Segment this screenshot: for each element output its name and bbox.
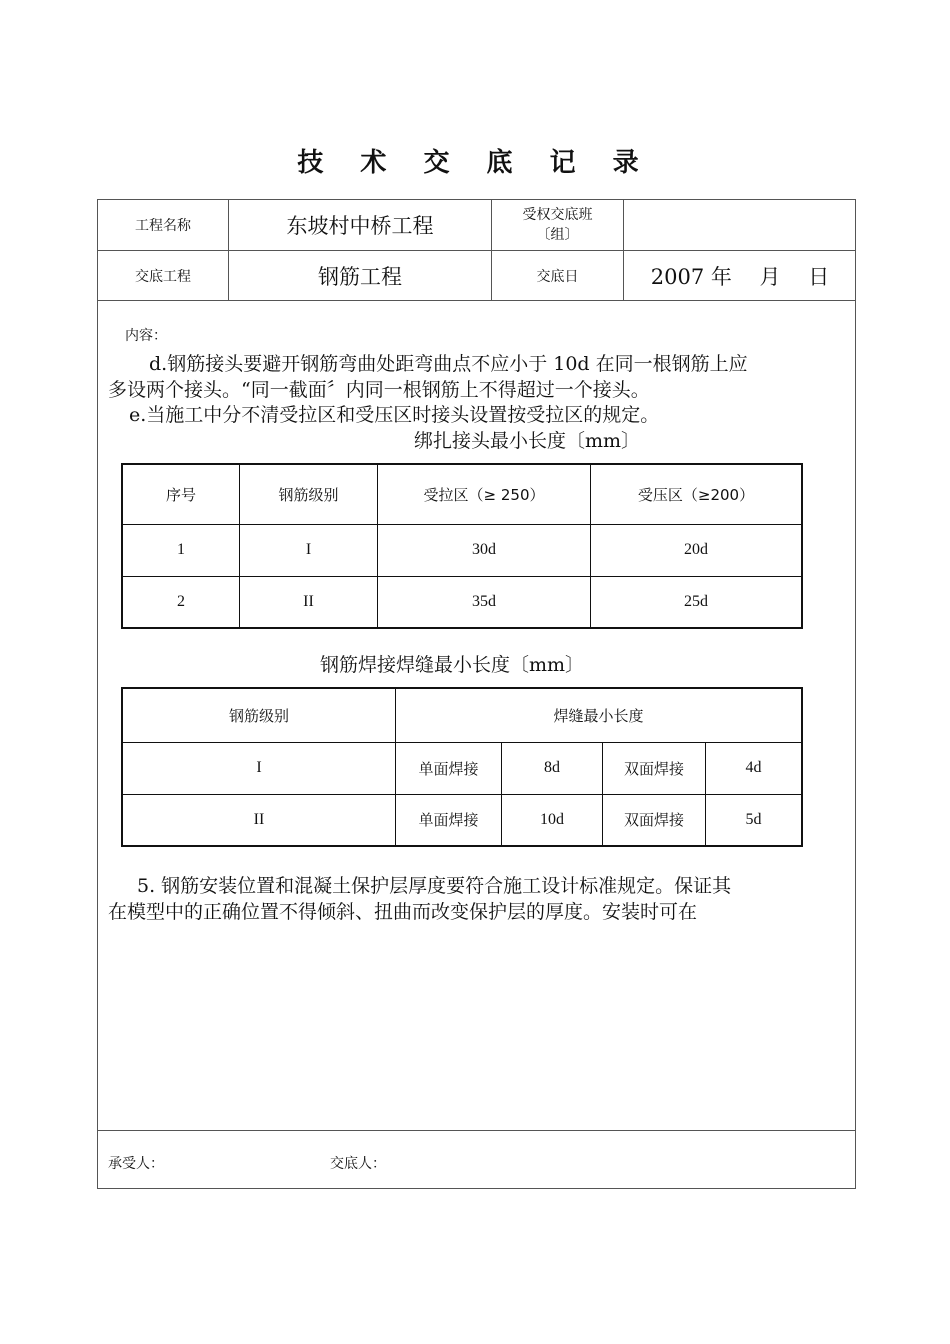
project-name-label: 工程名称 (135, 218, 191, 234)
cell-grade: I (240, 524, 378, 576)
table-header-row (122, 464, 802, 524)
cell-grade: I (122, 742, 396, 794)
project-name-value: 东坡村中桥工程 (286, 214, 434, 238)
cell-double-length: 4d (706, 742, 803, 794)
table-row (122, 576, 802, 628)
table1-caption: 绑扎接头最小长度〔mm〕 (414, 430, 641, 452)
discloser-label: 交底人： (330, 1156, 386, 1172)
weld-length-table (121, 687, 803, 847)
date-value: 2007 年 月 日 (650, 264, 830, 289)
header-tension: 受拉区（≥ 250） (378, 464, 591, 524)
cell-compression: 25d (591, 576, 803, 628)
cell-grade: II (122, 794, 396, 846)
header-grade: 钢筋级别 (240, 464, 378, 524)
footer-divider (98, 1130, 855, 1131)
item-label: 交底工程 (135, 268, 191, 285)
header-grade: 钢筋级别 (122, 688, 396, 742)
row-divider (98, 300, 855, 301)
cell-single-length: 10d (502, 794, 603, 846)
paragraph-e: e.当施工中分不清受拉区和受压区时接头设置按受拉区的规定。 (129, 404, 660, 426)
header-weld-length: 焊缝最小长度 (396, 688, 803, 742)
record-form (97, 199, 856, 1189)
content-label: 内容： (125, 328, 167, 344)
cell-single-weld: 单面焊接 (396, 794, 502, 846)
cell-tension: 35d (378, 576, 591, 628)
item-value: 钢筋工程 (318, 264, 402, 289)
cell-single-weld: 单面焊接 (396, 742, 502, 794)
cell-serial: 2 (122, 576, 240, 628)
team-label-line2: 〔组〕 (536, 227, 579, 243)
team-label-line1: 受权交底班 (522, 207, 593, 223)
table-row (122, 524, 802, 576)
table-row (122, 794, 802, 846)
paragraph-5-line1: 5. 钢筋安装位置和混凝土保护层厚度要符合施工设计标准规定。保证其 (137, 875, 732, 897)
team-value (624, 200, 856, 250)
table-row (122, 742, 802, 794)
header-compression: 受压区（≥200） (591, 464, 803, 524)
paragraph-d-line2: 多设两个接头。“同一截面〞内同一根钢筋上不得超过一个接头。 (108, 379, 650, 401)
document-title: 技 术 交 底 记 录 (297, 148, 653, 178)
date-label: 交底日 (536, 268, 579, 285)
header-serial: 序号 (122, 464, 240, 524)
cell-double-weld: 双面焊接 (603, 742, 706, 794)
lap-joint-table (121, 463, 803, 629)
table-header-row (122, 688, 802, 742)
cell-compression: 20d (591, 524, 803, 576)
receiver-label: 承受人： (108, 1156, 164, 1172)
paragraph-5-line2: 在模型中的正确位置不得倾斜、扭曲而改变保护层的厚度。安装时可在 (108, 901, 698, 923)
cell-double-weld: 双面焊接 (603, 794, 706, 846)
cell-double-length: 5d (706, 794, 803, 846)
paragraph-d-line1: d.钢筋接头要避开钢筋弯曲处距弯曲点不应小于 10d 在同一根钢筋上应 (149, 353, 748, 375)
cell-grade: II (240, 576, 378, 628)
table2-caption: 钢筋焊接焊缝最小长度〔mm〕 (320, 654, 585, 676)
cell-tension: 30d (378, 524, 591, 576)
cell-single-length: 8d (502, 742, 603, 794)
cell-serial: 1 (122, 524, 240, 576)
team-label (492, 200, 623, 250)
